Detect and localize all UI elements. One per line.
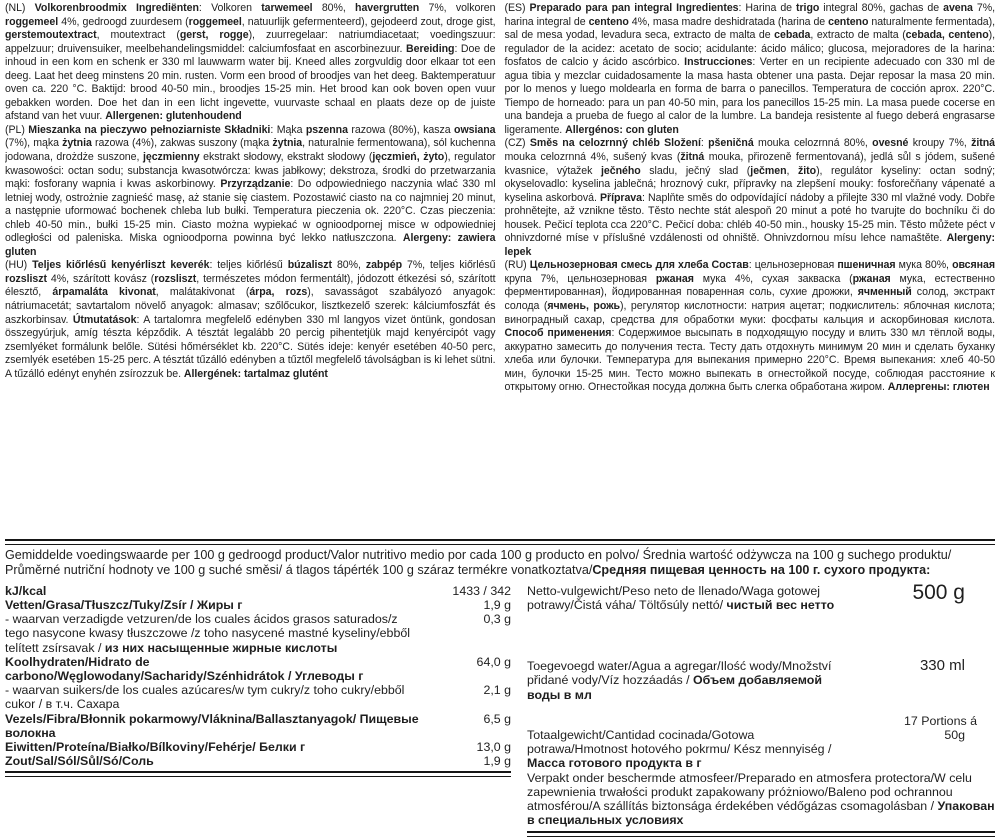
nutrition-row-label: Vetten/Grasa/Tłuszcz/Tuky/Zsír / Жиры г xyxy=(5,598,243,613)
nutrition-row-value: 1433 / 342 xyxy=(452,583,511,598)
atmosphere-label: Verpakt onder beschermde atmosfeer/Preparado en atmosfera protectora/W celu zapewnienia trwałości produkt zapakowany próżniowo/Baleno pod ochrannou atmosférou/A szállítás biztonsága érdekében védőgázas csomagolásban / Упакован в специальных условиях xyxy=(527,770,995,828)
nutrition-table xyxy=(5,584,511,837)
table-row xyxy=(5,712,511,740)
nutrition-row-value: 6,5 g xyxy=(483,711,511,726)
table-row xyxy=(5,740,511,754)
table-row xyxy=(5,754,511,768)
nutrition-row-label: - waarvan suikers/de los cuales azúcares/w tym cukry/z toho cukry/ebből cukor / в т.ч. Сахара xyxy=(5,683,405,712)
water-value: 330 ml xyxy=(919,657,965,675)
water-row xyxy=(527,659,995,702)
ingredients-pl: (PL) Mieszanka na pieczywo pełnoziarniste Składniki: Mąka pszenna razowa (80%), kasza owsiana (7%), mąka żytnia razowa (4%), zakwas suszony (mąka żytnia, naturalnie fermentowana), sól kuchenna jodowana, drożdże suszone, jęczmienny ekstrakt słodowy, ekstrakt słodowy (jęczmień, żyto), regulator kwasowości: octan sodu; substancja kwasotwórcza: kwas jabłkowy; dekstroza, środki do przetwarzania mąki: fosforany wapnia i kwas askorbinowy. Przyrządzanie: Do odpowiedniego naczynia wlać 330 ml letniej wody, ostrożnie zagnieść masę, aż stanie się ciastem. Pozostawić ciasto na co najmniej 20 minut, a następnie uformować bochenek chleba lub bułki. Temperatura pieczenia ok. 220°C. Czas pieczenia: chleb 40-50 min., bułki 15-25 min. Ciasto można wypiekać w ognioodpornej misce w odpowiedniej odległości od paleniska. Miska ognioodporna powinna być lekko natłuszczona. Alergeny: zawiera gluten xyxy=(5,123,496,258)
ingredients-section xyxy=(5,2,995,539)
nutrition-header: Gemiddelde voedingswaarde per 100 g gedroogd product/Valor nutritivo medio por cada 100 g producto en polvo/ Średnia wartość odżywcza na 100 g suchego produktu/ Průměrné nutriční hodnoty ve 100 g suché směsi/ á tlagos tápérték 100 g száraz termékre vonatkoztatva/Средняя пищевая ценность на 100 г. сухого продукта: xyxy=(5,548,952,578)
water-label: Toegevoegd water/Agua a agregar/Ilość wody/Množství přidané vody/Víz hozzáadás / Объем добавляемой воды в мл xyxy=(527,659,832,702)
nutrition-row-value: 1,9 g xyxy=(483,598,511,613)
table-row xyxy=(5,598,511,612)
nutrition-row-label: - waarvan verzadigde vetzuren/de los cuales ácidos grasos saturados/z tego nasycone kwasy tłuszczowe /z toho nasycené mastné kyseliny/ebből telített zsírsavak / из них насыщенные жирные кислоты xyxy=(5,612,410,655)
nutrition-row-label: Vezels/Fibra/Błonnik pokarmowy/Vláknina/Ballasztanyagok/ Пищевые волокна xyxy=(5,711,419,740)
ingredients-nl: (NL) Volkorenbroodmix Ingrediënten: Volkoren tarwemeel 80%, havergrutten 7%, volkoren roggemeel 4%, gedroogd zuurdesem (roggemeel, natuurlijk gefermenteerd), gejodeerd zout, droge gist, gerstemoutextract, moutextract (gerst, rogge), zuurregelaar: natriumdiacetaat; voedingszuur: appelzuur; druivensuiker, meelbehandelingsmiddel: calciumfosfaat en ascorbinezuur. Bereiding: Doe de inhoud in een kom en schenk er 330 ml lauwwarm water bij. Kneed alles zorgvuldig door elkaar tot een deeg. Laat het deeg minstens 20 min. rusten. Vorm een brood of broodjes van het deeg. Baktemperatuur oven ca. 220 °C. Baktijd: brood 40-50 min., broodjes 15-25 min. Het brood kan ook boven open vuur gebakken worden. Doe het dan in een licht ingevette, vuurvaste schaal en plaats deze op de juiste afstand van het vuur. Allergenen: glutenhoudend xyxy=(5,2,496,123)
ingredients-hu: (HU) Teljes kiőrlésű kenyérliszt keverék: teljes kiőrlésű búzaliszt 80%, zabpép 7%, teljes kiőrlésű rozsliszt 4%, szárított kovász (rozsliszt, természetes módon fermentált), jódozott étkezési só, szárított élesztő, árpamaláta kivonat, malátakivonat (árpa, rozs), savasságot szabályozó anyagok: nátriumacetát; savtartalom növelő anyagok: almasav; szőlőcukor, lisztkezelő szerek: kálciumfoszfát és aszkorbinsav. Útmutatások: A tartalomra megfelelő edényben 330 ml langyos vizet öntünk, gondosan összegyúrjuk, amíg tészta képződik. A tésztát legalább 20 percig pihentetjük majd kenyércipót vagy zsemlyéket formálunk belőle. Sütési hőmérséklet kb. 220°C. Sütés ideje: kenyér esetében 40-50 perc, zsemlyék esetében 15-25 perc. A tésztát tűzálló edényben a tűztől megfelelő távolságban is ki lehet sütni. A tűzálló edényt enyhén zsírozzuk be. Allergének: tartalmaz glutént xyxy=(5,259,496,380)
net-weight-label: Netto-vulgewicht/Peso neto de llenado/Waga gotowej potrawy/Čistá váha/ Töltősúly nettó/ чистый вес нетто xyxy=(527,583,835,613)
table-row xyxy=(5,612,511,655)
table-row xyxy=(5,655,511,683)
atmosphere-row xyxy=(527,771,995,828)
table-row xyxy=(5,584,511,598)
section-divider-rule xyxy=(5,539,995,545)
nutrition-row-label: kJ/kcal xyxy=(5,583,47,598)
nutrition-row-label: Koolhydraten/Hidrato de carbono/Węglowodany/Sacharidy/Szénhidrátok / Углеводы г xyxy=(5,654,364,684)
nutrition-table-bottom-rule xyxy=(5,771,511,777)
nutrition-row-value: 1,9 g xyxy=(483,754,511,769)
nutrition-row-value: 0,3 g xyxy=(483,612,511,627)
ingredients-cz: (CZ) Směs na celozrnný chléb Složení: pšeničná mouka celozrnná 80%, ovesné kroupy 7%, žitná mouka celozrnná 4%, sušený kvas (žitná mouka, přirozeně fermentovaná), jedlá sůl s jódem, sušené kvasnice, výtažek ječného sladu, ječný slad (ječmen, žito), regulátor kyseliny: octan sodný; okyselovadlo: kyselina jablečná; hroznový cukr, přípravky na zlepšení mouky: fosforečňany vápenaté a kyselina askorbová. Příprava: Naplňte směs do odpovídající nádoby a přilejte 330 ml vlažné vody. Dobře prohnětejte, až vznikne těsto. Těsto nechte stát alespoň 20 minut a poté ho tvarujte do bochníku či do housek. Pečicí teplota cca 220°C. Pečicí doba: chléb 40-50 min., housky 15-25 min. Těsto můžete péct v ohnivzdorné míse v příslušné vzdálenosti od ohniště. Ohnivzdornou mísu lehce namaštěte. Alergeny: lepek xyxy=(504,137,995,258)
total-weight-value: 50g xyxy=(944,728,965,743)
total-weight-row xyxy=(527,728,995,771)
nutrition-row-label: Zout/Sal/Sól/Sůl/Só/Соль xyxy=(5,754,154,769)
nutrition-row-label: Eiwitten/Proteína/Białko/Bílkoviny/Fehérje/ Белки г xyxy=(5,740,306,755)
ingredients-right-column xyxy=(505,2,996,539)
net-weight-value: 500 g xyxy=(912,580,965,604)
net-weight-row xyxy=(527,580,995,613)
ingredients-left-column xyxy=(5,2,496,539)
table-row xyxy=(5,683,511,711)
total-weight-label: Totaalgewicht/Cantidad cocinada/Gotowa potrawa/Hmotnost hotového pokrmu/ Kész mennyiség / Масса готового продукта в г xyxy=(527,728,832,771)
ingredients-es: (ES) Preparado para pan integral Ingredientes: Harina de trigo integral 80%, gachas de avena 7%, harina integral de centeno 4%, masa madre deshidratada (harina de centeno naturalmente fermentada), sal de mesa yodad, levadura seca, extracto de malta de cebada, extracto de malta (cebada, centeno), regulador de la acidez: acetato de socio; acidulante: ácido málico; glucosa, mejoradores de la harina: fosfatos de calcio y ácido ascórbico. Instrucciones: Verter en un recipiente adecuado con 330 ml de agua tibia y mezclar cuidadosamente la masa hasta obtener una pasta. Dejar reposar la masa 20 min. por lo menos y luego moldearla en forma de barra o panecillos. Temperatura de cocción aprox. 220°C. Tiempo de horneado: para un pan 40-50 min, para los panecillos 15-25 min. La masa puede cocerse en una bandeja a prueba de fuego al calor de la lumbre. La bandeja resistente al fuego deberá engrasarse ligeramente. Allergénos: con gluten xyxy=(504,2,995,136)
package-info xyxy=(511,580,995,837)
package-info-bottom-rule xyxy=(527,831,995,837)
nutrition-row-value: 13,0 g xyxy=(476,740,511,755)
nutrition-and-package-section xyxy=(5,580,995,837)
ingredients-ru: (RU) Цельнозерновая смесь для хлеба Состав: цельнозерновая пшеничная мука 80%, овсяная крупа 7%, цельнозерновая ржаная мука 4%, сухая закваска (ржаная мука, естественно ферментированная), йодированная поваренная соль, сухие дрожжи, ячменный солод, экстракт солода (ячмень, рожь), регулятор кислотности: натрия ацетат; подкислитель: яблочная кислота; виноградный сахар, средства для обработки муки: фосфаты кальция и аскорбиновая кислота. Способ применения: Содержимое высыпать в подходящую посуду и влить 330 мл тёплой воды, аккуратно замесить до получения теста. Тесту дать отдохнуть минимум 20 мин и сделать буханку хлеба или булочки. Температура для выпекания примерно 220°C. Время выпекания: хлеб 40-50 мин, булочки 15-25 мин. Тесто можно выпекать в огнестойкой посуде, соблюдая расстояние к открытому огню. Огнестойкая посуда должна быть слегка обработана жиром. Аллергены: глютен xyxy=(504,259,995,394)
nutrition-row-value: 64,0 g xyxy=(476,654,511,669)
nutrition-row-value: 2,1 g xyxy=(483,683,511,698)
portions-note: 17 Portions á xyxy=(903,713,977,728)
